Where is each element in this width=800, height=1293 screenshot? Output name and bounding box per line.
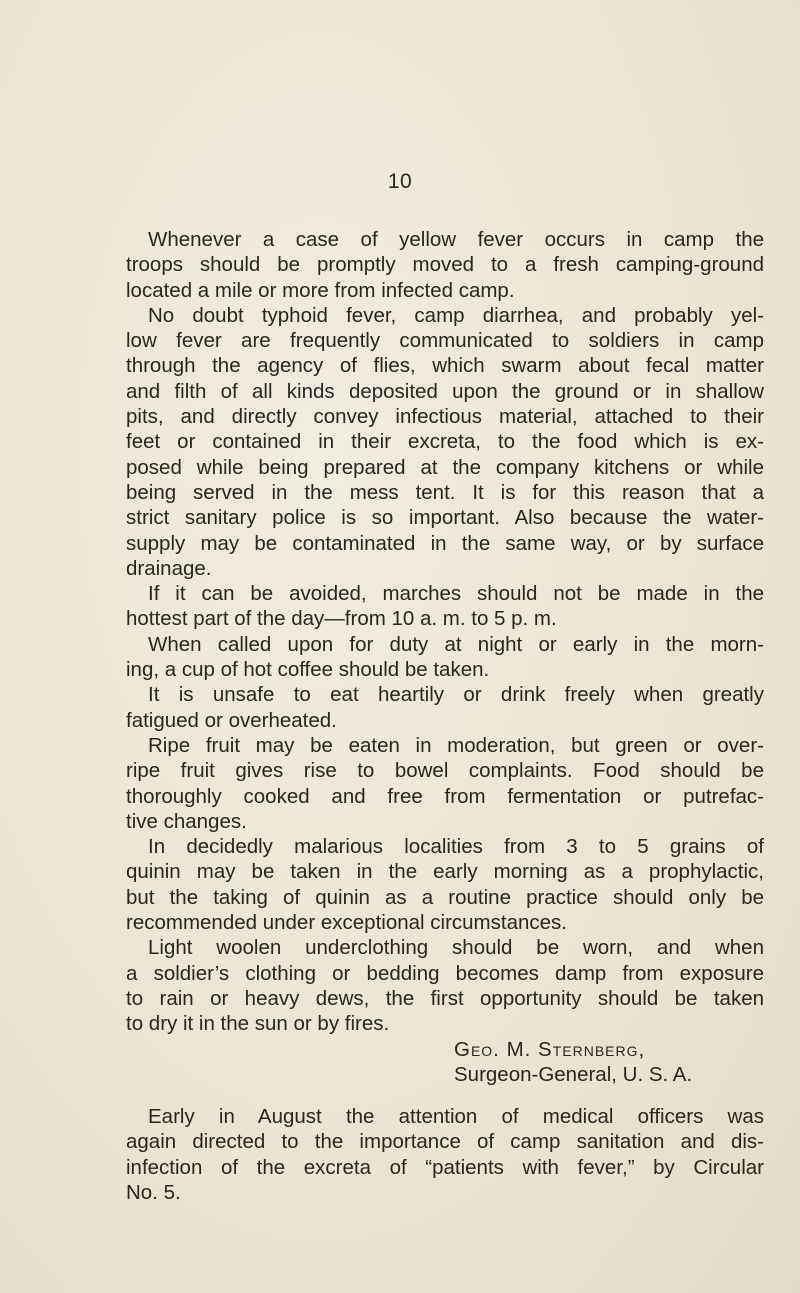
text-line: through the agency of flies, which swarm about fecal matter	[126, 354, 764, 378]
body-text	[126, 227, 764, 1205]
text-line: If it can be avoided, marches should not be made in the	[148, 582, 764, 606]
paragraph-fatigue	[126, 682, 764, 733]
paragraph-closing	[126, 1104, 764, 1205]
text-line: to rain or heavy dews, the first opportunity should be taken	[126, 986, 764, 1010]
text-line: ing, a cup of hot coffee should be taken.	[126, 658, 490, 682]
signature-name-text: Geo. M. Sternberg,	[454, 1037, 646, 1061]
paragraph-coffee	[126, 632, 764, 683]
text-line: No doubt typhoid fever, camp diarrhea, and probably yel-	[148, 303, 764, 327]
text-line: recommended under exceptional circumstances.	[126, 911, 567, 935]
text-line: Early in August the attention of medical officers was	[148, 1105, 764, 1129]
text-line: low fever are frequently communicated to soldiers in camp	[126, 329, 764, 353]
text-line: Ripe fruit may be eaten in moderation, but green or over-	[148, 733, 764, 757]
text-line: supply may be contaminated in the same way, or by surface	[126, 531, 764, 555]
text-line: hottest part of the day—from 10 a. m. to 5 p. m.	[126, 607, 557, 631]
text-line: strict sanitary police is so important. Also because the water-	[126, 506, 764, 530]
text-line: being served in the mess tent. It is for this reason that a	[126, 480, 764, 504]
paragraph-quinin	[126, 834, 764, 935]
text-line: quinin may be taken in the early morning as a prophylactic,	[126, 860, 764, 884]
text-line: troops should be promptly moved to a fresh camping-ground	[126, 253, 764, 277]
text-line: feet or contained in their excreta, to the food which is ex-	[126, 430, 764, 454]
text-line: to dry it in the sun or by fires.	[126, 1012, 390, 1036]
text-line: infection of the excreta of “patients with fever,” by Circular	[126, 1155, 764, 1179]
text-line: but the taking of quinin as a routine practice should only be	[126, 885, 764, 909]
paragraph-fruit	[126, 733, 764, 834]
paragraph-marches	[126, 581, 764, 632]
text-line: located a mile or more from infected camp.	[126, 278, 515, 302]
text-line: In decidedly malarious localities from 3 to 5 grains of	[148, 835, 764, 859]
text-line: Whenever a case of yellow fever occurs in camp the	[148, 228, 764, 251]
text-line: again directed to the importance of camp sanitation and dis-	[126, 1130, 764, 1154]
text-line: a soldier’s clothing or bedding becomes damp from exposure	[126, 961, 764, 985]
text-line: posed while being prepared at the company kitchens or while	[126, 455, 764, 479]
text-line: drainage.	[126, 556, 212, 580]
text-line: It is unsafe to eat heartily or drink freely when greatly	[148, 683, 764, 707]
signature-title: Surgeon-General, U. S. A.	[454, 1062, 693, 1086]
spacer	[126, 1087, 764, 1104]
text-line: tive changes.	[126, 809, 247, 833]
text-line: No. 5.	[126, 1180, 181, 1204]
signature-block	[126, 1037, 764, 1088]
page-number: 10	[387, 170, 413, 193]
text-line: and filth of all kinds deposited upon the ground or in shallow	[126, 379, 764, 403]
text-line: thoroughly cooked and free from fermentation or putrefac-	[126, 784, 764, 808]
text-line: fatigued or overheated.	[126, 708, 337, 732]
paragraph-yellow-fever	[126, 227, 764, 303]
text-line: When called upon for duty at night or early in the morn-	[148, 632, 764, 656]
text-line: pits, and directly convey infectious material, attached to their	[126, 405, 764, 429]
text-line: ripe fruit gives rise to bowel complaints. Food should be	[126, 759, 764, 783]
paragraph-flies	[126, 303, 764, 581]
text-line: Light woolen underclothing should be worn, and when	[148, 936, 764, 960]
signature-name	[126, 1037, 764, 1062]
paragraph-clothing	[126, 935, 764, 1036]
